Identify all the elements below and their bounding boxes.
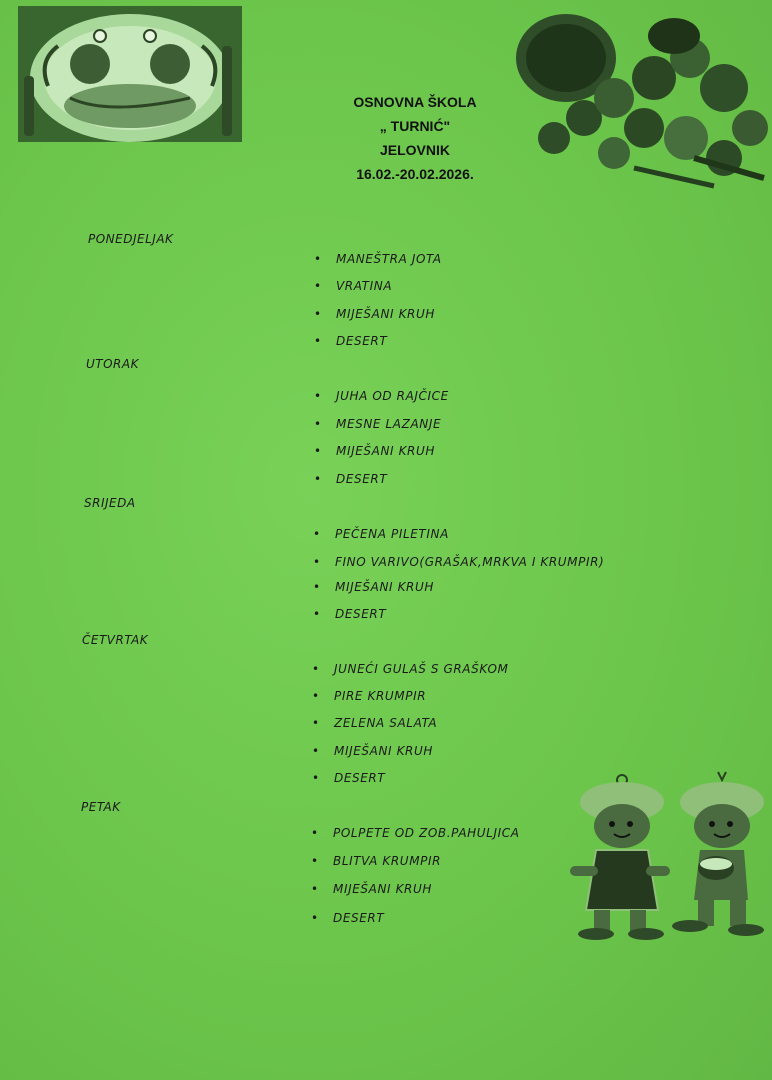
bullet-icon: • [312,716,320,730]
menu-item: • MANEŠTRA JOTA [314,252,442,266]
menu-item: • MIJEŠANI KRUH [314,444,435,458]
crab-plate-food-image [18,6,242,142]
bullet-icon: • [311,882,319,896]
day-friday: PETAK [81,800,121,814]
menu-item: • MIJEŠANI KRUH [313,580,434,594]
menu-item: • JUHA OD RAJČICE [314,389,449,403]
menu-title: JELOVNIK [379,142,450,158]
menu-header [330,90,500,186]
bullet-icon: • [314,417,322,431]
bullet-icon: • [314,389,322,403]
bullet-icon: • [314,334,322,348]
bullet-icon: • [312,662,320,676]
bullet-icon: • [312,689,320,703]
bullet-icon: • [314,472,322,486]
bullet-icon: • [313,580,321,594]
day-monday: PONEDJELJAK [88,232,174,246]
vegetable-basket-image [514,8,772,196]
bullet-icon: • [314,307,322,321]
bullet-icon: • [311,911,319,925]
menu-item: • VRATINA [314,279,393,293]
menu-item: • PEČENA PILETINA [313,527,449,541]
menu-item: • DESERT [312,771,386,785]
menu-item: • MIJEŠANI KRUH [314,307,435,321]
school-label: OSNOVNA ŠKOLA [353,94,477,110]
bullet-icon: • [314,252,322,266]
menu-item: • DESERT [314,334,388,348]
gingerbread-chefs-image [566,770,772,942]
menu-item: • DESERT [311,911,385,925]
menu-item: • DESERT [313,607,387,621]
menu-item: • DESERT [314,472,388,486]
day-wednesday: SRIJEDA [84,496,136,510]
bullet-icon: • [311,854,319,868]
menu-item: • FINO VARIVO(GRAŠAK,MRKVA I KRUMPIR) [313,555,605,569]
bullet-icon: • [311,826,319,840]
menu-item: • JUNEĆI GULAŠ S GRAŠKOM [312,662,509,676]
bullet-icon: • [314,279,322,293]
menu-item: • ZELENA SALATA [312,716,438,730]
bullet-icon: • [312,744,320,758]
day-tuesday: UTORAK [86,357,139,371]
menu-item: • MIJEŠANI KRUH [312,744,433,758]
bullet-icon: • [313,607,321,621]
bullet-icon: • [313,555,321,569]
menu-dates: 16.02.-20.02.2026. [356,166,474,182]
menu-item: • PIRE KRUMPIR [312,689,427,703]
menu-item: • MIJEŠANI KRUH [311,882,432,896]
menu-item: • POLPETE OD ZOB.PAHULJICA [311,826,520,840]
menu-item: • BLITVA KRUMPIR [311,854,442,868]
bullet-icon: • [312,771,320,785]
school-name: „ TURNIĆ" [379,118,451,134]
bullet-icon: • [313,527,321,541]
menu-item: • MESNE LAZANJE [314,417,442,431]
bullet-icon: • [314,444,322,458]
day-thursday: ČETVRTAK [82,633,149,647]
